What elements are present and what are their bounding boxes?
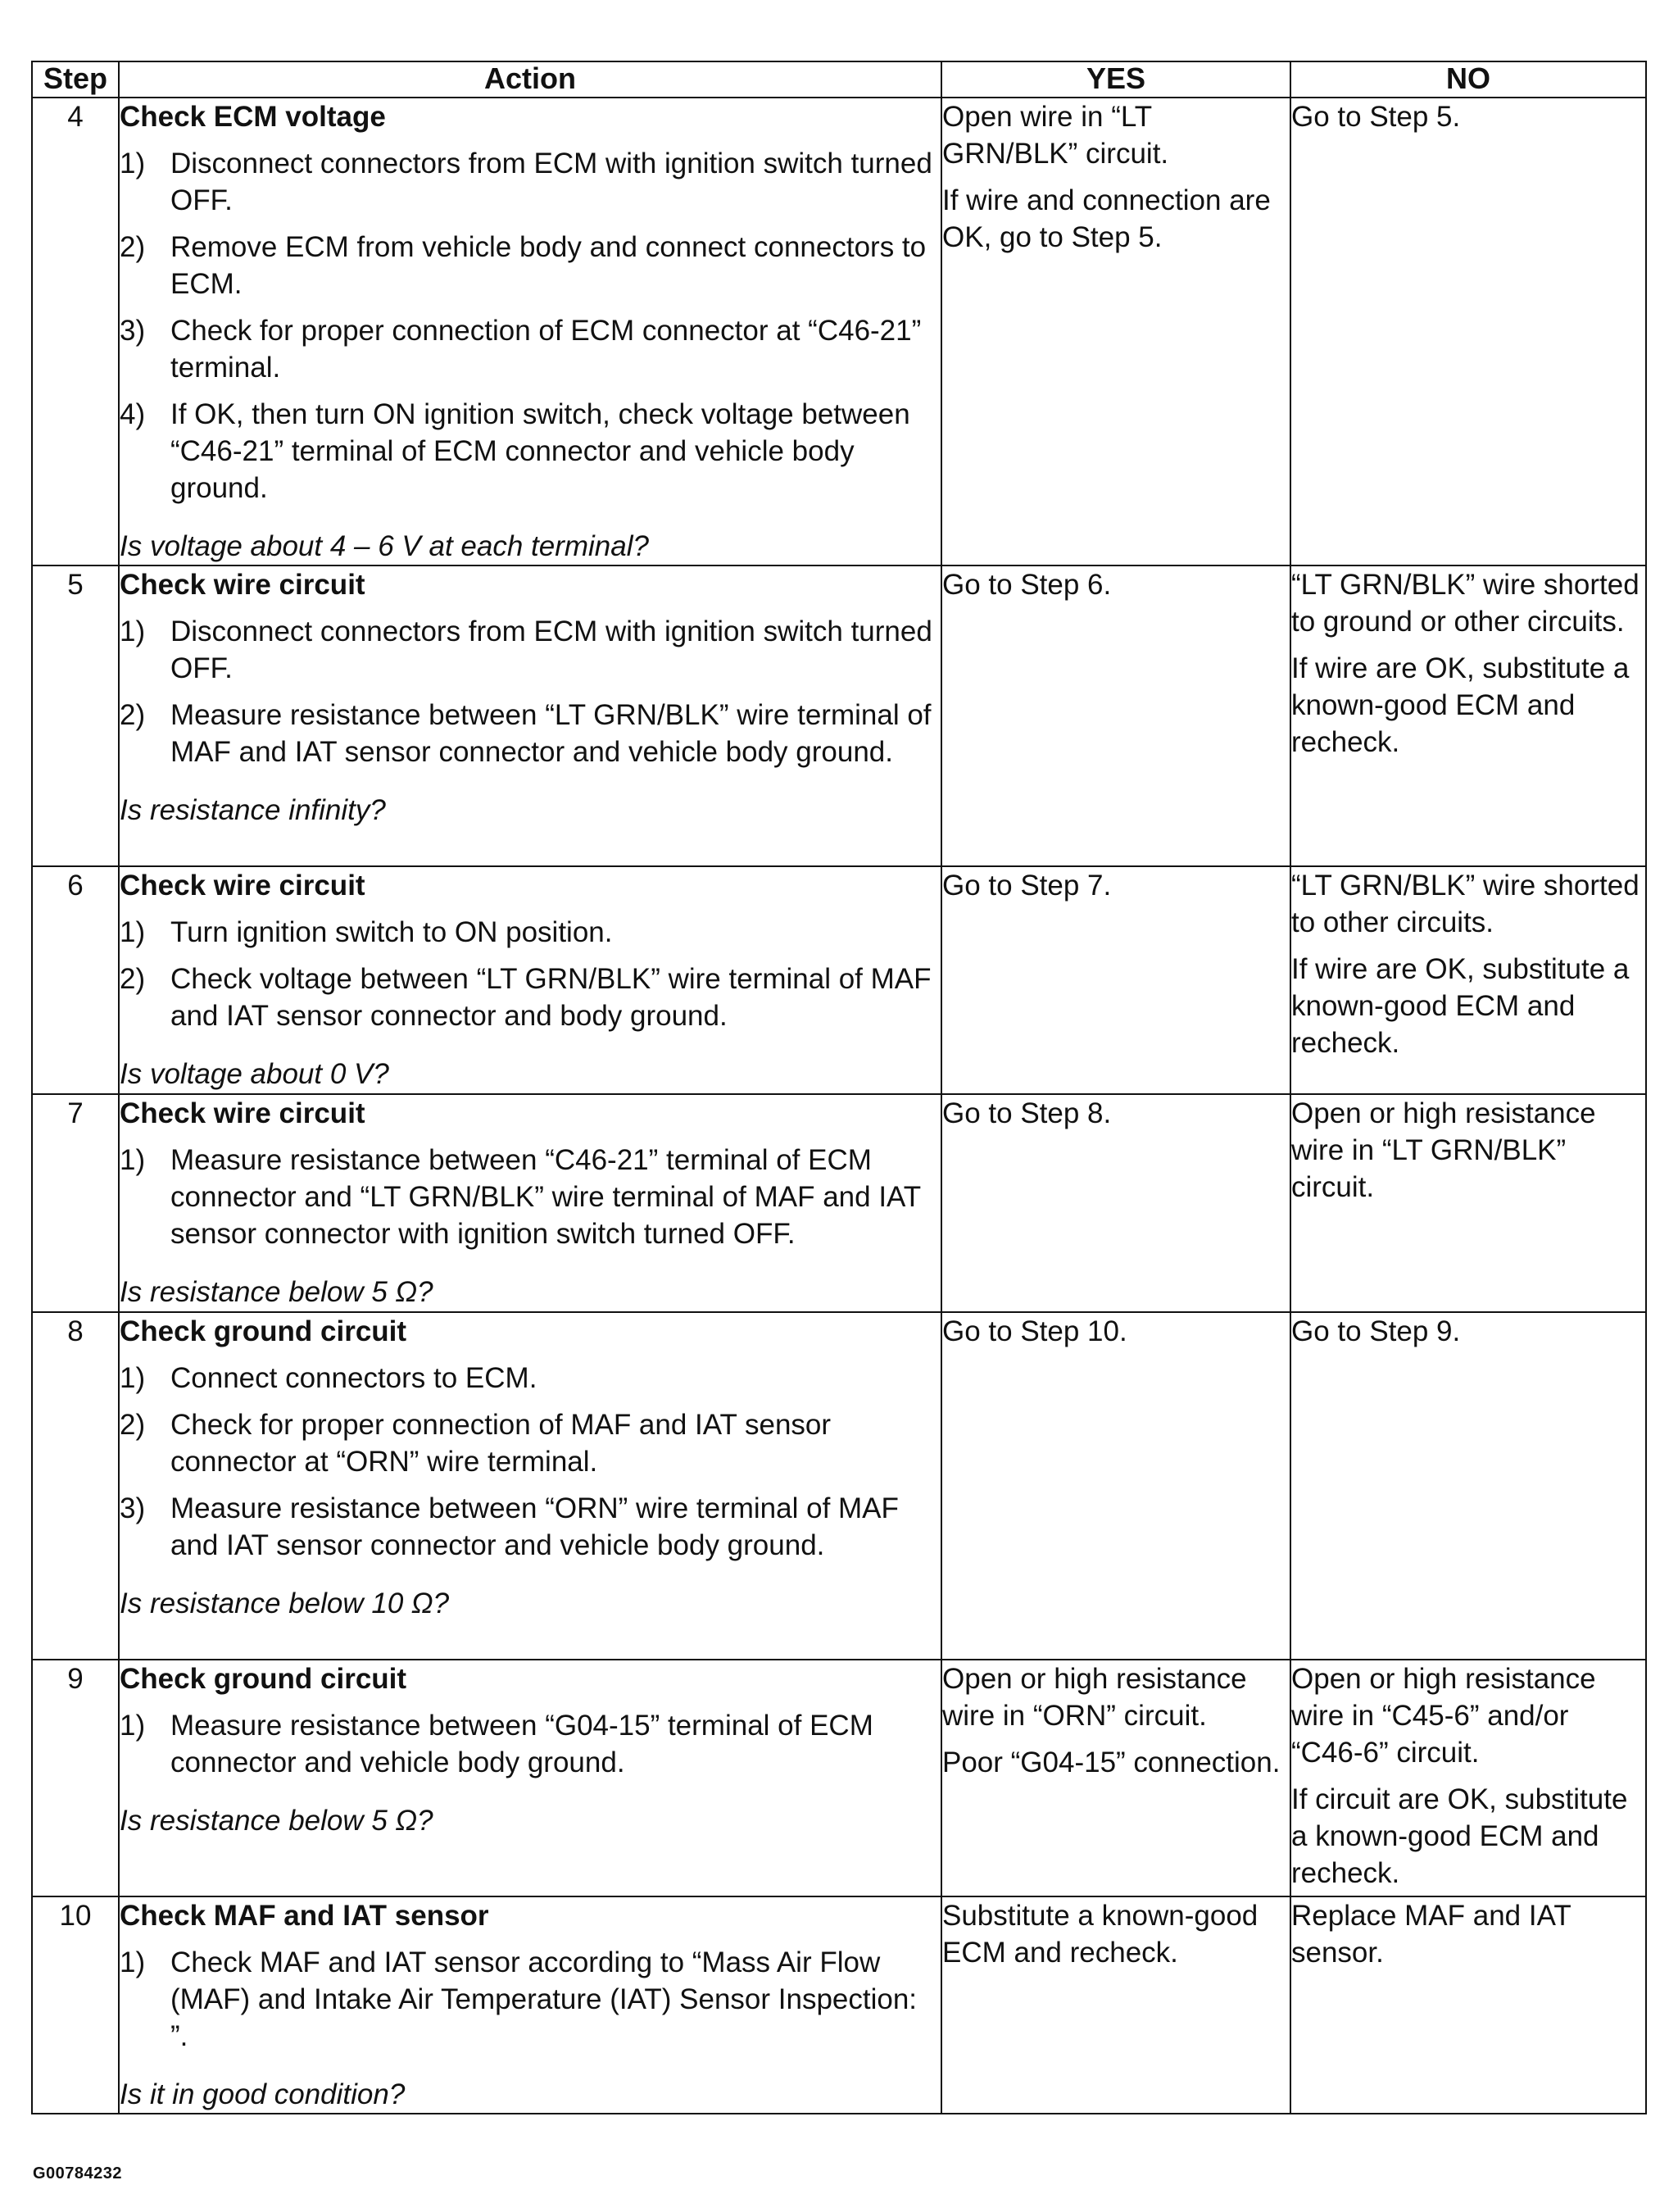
step-item-text: Remove ECM from vehicle body and connect connectors to ECM.	[170, 231, 927, 300]
step-item-number: 1)	[120, 1144, 146, 1176]
action-title: Check wire circuit	[120, 569, 365, 601]
no-cell	[1290, 1312, 1646, 1660]
step-item-number: 3)	[120, 315, 146, 347]
yes-cell	[941, 866, 1290, 1094]
action-question: Is it in good condition?	[120, 2078, 406, 2110]
action-cell	[119, 98, 941, 565]
step-item-text: Check MAF and IAT sensor according to “Mass Air Flow (MAF) and Intake Air Temperature (IAT) Sensor Inspection: ”.	[170, 1946, 918, 2052]
action-step-item	[120, 145, 941, 219]
no-cell	[1290, 98, 1646, 565]
table-row	[32, 1896, 1646, 2114]
yes-cell	[941, 1312, 1290, 1660]
table-row	[32, 866, 1646, 1094]
action-step-item	[120, 961, 941, 1034]
no-text: Open or high resistance wire in “C45-6” and/or “C46-6” circuit.	[1291, 1663, 1596, 1769]
action-title: Check wire circuit	[120, 870, 365, 902]
header-no: NO	[1290, 61, 1646, 98]
step-number: 9	[32, 1660, 119, 1896]
step-number: 5	[32, 565, 119, 866]
action-question: Is voltage about 4 – 6 V at each terminal?	[120, 530, 649, 562]
action-question: Is resistance below 10 Ω?	[120, 1587, 450, 1619]
step-item-text: If OK, then turn ON ignition switch, check voltage between “C46-21” terminal of ECM connector and vehicle body ground.	[170, 398, 910, 504]
no-cell	[1290, 1094, 1646, 1312]
step-item-number: 2)	[120, 1409, 146, 1441]
step-item-number: 1)	[120, 148, 146, 179]
action-step-item	[120, 1360, 941, 1397]
step-item-text: Check for proper connection of MAF and IAT sensor connector at “ORN” wire terminal.	[170, 1409, 832, 1478]
yes-cell	[941, 1094, 1290, 1312]
yes-text: Go to Step 6.	[942, 569, 1112, 601]
action-step-item	[120, 914, 941, 951]
no-text: If wire are OK, substitute a known-good ECM and recheck.	[1291, 953, 1630, 1059]
action-step-item	[120, 613, 941, 687]
step-item-text: Check voltage between “LT GRN/BLK” wire terminal of MAF and IAT sensor connector and body ground.	[170, 963, 932, 1032]
step-item-number: 3)	[120, 1492, 146, 1524]
action-cell	[119, 866, 941, 1094]
action-step-item	[120, 1490, 941, 1564]
step-item-text: Connect connectors to ECM.	[170, 1362, 537, 1394]
action-step-item	[120, 697, 941, 770]
no-text: Go to Step 9.	[1291, 1315, 1461, 1347]
step-number: 6	[32, 866, 119, 1094]
action-steps	[120, 1142, 941, 1252]
action-step-item	[120, 1944, 941, 2055]
action-question: Is voltage about 0 V?	[120, 1058, 389, 1090]
yes-text: Substitute a known-good ECM and recheck.	[942, 1900, 1258, 1969]
step-item-text: Turn ignition switch to ON position.	[170, 916, 613, 948]
yes-cell	[941, 1896, 1290, 2114]
step-item-text: Disconnect connectors from ECM with ignition switch turned OFF.	[170, 615, 932, 684]
action-step-item	[120, 1707, 941, 1781]
no-text: “LT GRN/BLK” wire shorted to ground or other circuits.	[1291, 569, 1639, 638]
step-item-number: 2)	[120, 963, 146, 995]
action-steps	[120, 1944, 941, 2055]
table-row	[32, 1312, 1646, 1660]
figure-id: G00784232	[33, 2164, 123, 2182]
step-item-number: 1)	[120, 615, 146, 647]
action-cell	[119, 1660, 941, 1896]
step-number: 7	[32, 1094, 119, 1312]
action-cell	[119, 1094, 941, 1312]
action-cell	[119, 565, 941, 866]
step-item-number: 1)	[120, 1946, 146, 1978]
step-item-number: 1)	[120, 1710, 146, 1742]
table-row	[32, 1660, 1646, 1896]
action-title: Check ground circuit	[120, 1315, 407, 1347]
no-text: Open or high resistance wire in “LT GRN/BLK” circuit.	[1291, 1097, 1596, 1203]
yes-text: Open wire in “LT GRN/BLK” circuit.	[942, 101, 1169, 170]
header-action: Action	[119, 61, 941, 98]
yes-text: Go to Step 7.	[942, 870, 1112, 902]
table-row	[32, 565, 1646, 866]
action-title: Check MAF and IAT sensor	[120, 1900, 489, 1932]
step-item-text: Measure resistance between “LT GRN/BLK” wire terminal of MAF and IAT sensor connector and vehicle body ground.	[170, 699, 932, 768]
step-item-number: 1)	[120, 916, 146, 948]
no-cell	[1290, 1660, 1646, 1896]
action-cell	[119, 1312, 941, 1660]
step-number: 8	[32, 1312, 119, 1660]
no-text: If wire are OK, substitute a known-good ECM and recheck.	[1291, 652, 1630, 758]
yes-text: Go to Step 10.	[942, 1315, 1127, 1347]
action-title: Check ground circuit	[120, 1663, 407, 1695]
no-text: “LT GRN/BLK” wire shorted to other circuits.	[1291, 870, 1639, 938]
step-item-number: 1)	[120, 1362, 146, 1394]
action-question: Is resistance below 5 Ω?	[120, 1805, 433, 1837]
action-step-item	[120, 1406, 941, 1480]
no-cell	[1290, 1896, 1646, 2114]
action-question: Is resistance infinity?	[120, 794, 386, 826]
step-item-text: Measure resistance between “C46-21” terminal of ECM connector and “LT GRN/BLK” wire terminal of MAF and IAT sensor connector with ignition switch turned OFF.	[170, 1144, 921, 1250]
action-steps	[120, 914, 941, 1034]
step-item-text: Check for proper connection of ECM connector at “C46-21” terminal.	[170, 315, 922, 384]
action-step-item	[120, 396, 941, 506]
table-header-row	[32, 61, 1646, 98]
step-item-text: Measure resistance between “G04-15” terminal of ECM connector and vehicle body ground.	[170, 1710, 873, 1778]
step-item-text: Disconnect connectors from ECM with ignition switch turned OFF.	[170, 148, 932, 216]
no-cell	[1290, 565, 1646, 866]
table-row	[32, 98, 1646, 565]
no-cell	[1290, 866, 1646, 1094]
action-title: Check wire circuit	[120, 1097, 365, 1129]
yes-cell	[941, 98, 1290, 565]
step-number: 10	[32, 1896, 119, 2114]
yes-text: Open or high resistance wire in “ORN” circuit.	[942, 1663, 1247, 1732]
header-step: Step	[32, 61, 119, 98]
yes-text: Poor “G04-15” connection.	[942, 1746, 1281, 1778]
yes-cell	[941, 1660, 1290, 1896]
action-step-item	[120, 1142, 941, 1252]
header-yes: YES	[941, 61, 1290, 98]
no-text: If circuit are OK, substitute a known-good ECM and recheck.	[1291, 1783, 1628, 1889]
action-step-item	[120, 312, 941, 386]
action-cell	[119, 1896, 941, 2114]
action-question: Is resistance below 5 Ω?	[120, 1276, 433, 1308]
step-number: 4	[32, 98, 119, 565]
action-steps	[120, 145, 941, 506]
table-body	[32, 98, 1646, 2114]
yes-cell	[941, 565, 1290, 866]
no-text: Replace MAF and IAT sensor.	[1291, 1900, 1571, 1969]
action-steps	[120, 1360, 941, 1564]
action-step-item	[120, 229, 941, 302]
action-title: Check ECM voltage	[120, 101, 386, 133]
step-item-number: 2)	[120, 699, 146, 731]
table-row	[32, 1094, 1646, 1312]
action-steps	[120, 613, 941, 770]
yes-text: Go to Step 8.	[942, 1097, 1112, 1129]
action-steps	[120, 1707, 941, 1781]
step-item-text: Measure resistance between “ORN” wire terminal of MAF and IAT sensor connector and vehicle body ground.	[170, 1492, 899, 1561]
step-item-number: 4)	[120, 398, 146, 430]
no-text: Go to Step 5.	[1291, 101, 1461, 133]
yes-text: If wire and connection are OK, go to Step 5.	[942, 184, 1271, 253]
step-item-number: 2)	[120, 231, 146, 263]
diagnostic-table	[31, 61, 1647, 2114]
